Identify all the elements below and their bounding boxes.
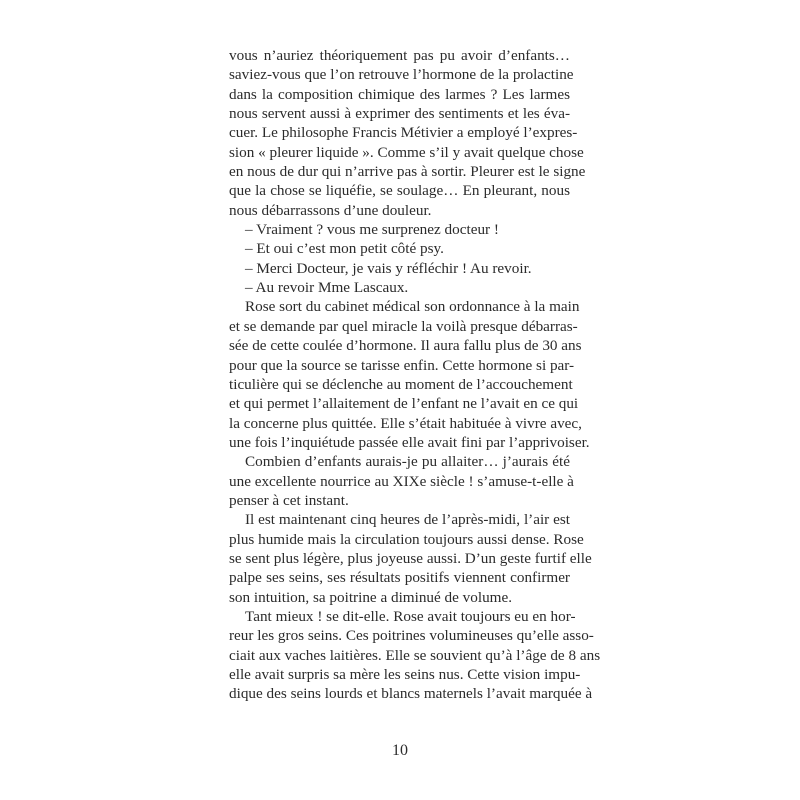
text-line: elle avait surpris sa mère les seins nus. Cette vision impu- xyxy=(229,666,581,683)
text-line: la concerne plus quittée. Elle s’était habituée à vivre avec, xyxy=(229,414,582,432)
text-line: Il est maintenant cinq heures de l’après-midi, l’air est xyxy=(245,511,570,529)
page-number: 10 xyxy=(392,742,408,759)
text-line: nous servent aussi à exprimer des sentiments et les éva- xyxy=(229,105,570,123)
text-line: penser à cet instant. xyxy=(229,491,349,509)
text-line: Combien d’enfants aurais-je pu allaiter… j’aurais été xyxy=(245,453,570,471)
text-line: dans la composition chimique des larmes ? Les larmes xyxy=(229,85,570,103)
text-line: et se demande par quel miracle la voilà presque débarras- xyxy=(229,317,578,335)
text-line: reur les gros seins. Ces poitrines volumineuses qu’elle asso- xyxy=(229,627,594,645)
text-line: ticulière qui se déclenche au moment de l’accouchement xyxy=(229,375,573,393)
text-line: Tant mieux ! se dit-elle. Rose avait toujours eu en hor- xyxy=(245,607,576,625)
text-line: et qui permet l’allaitement de l’enfant ne l’avait en ce qui xyxy=(229,395,579,413)
text-line: ciait aux vaches laitières. Elle se souvient qu’à l’âge de 8 ans xyxy=(229,646,601,664)
text-line: sion « pleurer liquide ». Comme s’il y avait quelque chose xyxy=(229,143,584,161)
text-line: une excellente nourrice au XIXe siècle ! s’amuse-t-elle à xyxy=(229,472,574,490)
text-line: palpe ses seins, ses résultats positifs viennent confirmer xyxy=(229,569,570,587)
text-line: son intuition, sa poitrine a diminué de volume. xyxy=(229,588,513,606)
text-line: dique des seins lourds et blancs maternels l’avait marquée à xyxy=(229,685,593,703)
body-text xyxy=(229,46,601,704)
text-line: Rose sort du cabinet médical son ordonnance à la main xyxy=(245,298,580,316)
text-line: – Merci Docteur, je vais y réfléchir ! Au revoir. xyxy=(245,259,532,277)
text-line: en nous de dur qui n’arrive pas à sortir. Pleurer est le signe xyxy=(229,163,586,181)
text-line: cuer. Le philosophe Francis Métivier a employé l’expres- xyxy=(229,124,578,142)
text-line: plus humide mais la circulation toujours aussi dense. Rose xyxy=(229,530,584,548)
text-line: saviez-vous que l’on retrouve l’hormone de la prolactine xyxy=(229,66,574,84)
text-line: sée de cette coulée d’hormone. Il aura fallu plus de 30 ans xyxy=(229,337,582,355)
text-line: se sent plus légère, plus joyeuse aussi. D’un geste furtif elle xyxy=(229,549,592,567)
text-line: pour que la source se tarisse enfin. Cette hormone si par- xyxy=(229,356,575,374)
text-line: – Vraiment ? vous me surprenez docteur ! xyxy=(245,221,499,239)
text-line: – Au revoir Mme Lascaux. xyxy=(245,279,409,297)
text-line: une fois l’inquiétude passée elle avait fini par l’apprivoiser. xyxy=(229,433,590,451)
text-line: nous débarrassons d’une douleur. xyxy=(229,201,432,219)
text-line: – Et oui c’est mon petit côté psy. xyxy=(245,240,444,258)
text-line: que la chose se liquéfie, se soulage… En pleurant, nous xyxy=(229,182,570,200)
text-line: vous n’auriez théoriquement pas pu avoir d’enfants… xyxy=(229,47,570,64)
